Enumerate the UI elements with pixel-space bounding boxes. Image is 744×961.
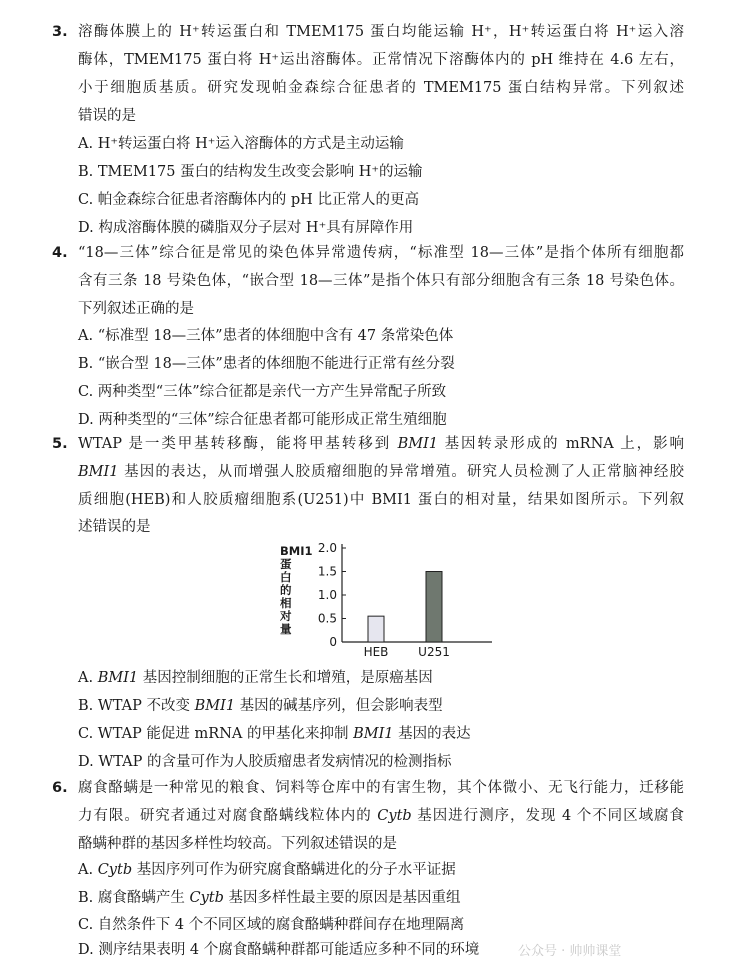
question-text-line: 述错误的是	[78, 519, 151, 535]
option-b: B. “嵌合型 18—三体”患者的体细胞不能进行正常有丝分裂	[78, 356, 455, 372]
y-tick-label: 1.5	[317, 564, 337, 579]
gene-name: Cytb	[377, 808, 412, 824]
gene-name: Cytb	[189, 890, 224, 906]
y-tick-label: 0.5	[317, 611, 337, 626]
option-d: D. WTAP 的含量可作为人胶质瘤患者发病情况的检测指标	[78, 754, 452, 770]
option-d: D. 构成溶酶体膜的磷脂双分子层对 H⁺具有屏障作用	[78, 220, 414, 236]
gene-name: Cytb	[97, 862, 133, 878]
bar-heb	[368, 616, 384, 642]
question-text-line: 错误的是	[78, 108, 136, 124]
y-tick-label: 1.0	[317, 588, 337, 602]
question-text-line: 小于细胞质基质。研究发现帕金森综合征患者的 TMEM175 蛋白结构异常。下列叙述	[78, 80, 684, 96]
option-d: D. 测序结果表明 4 个腐食酪螨种群都可能适应多种不同的环境	[78, 942, 480, 958]
x-tick-label: HEB	[363, 645, 389, 659]
question-text-line: 腐食酪螨是一种常见的粮食、饲料等仓库中的有害生物，其个体微小、无飞行能力，迁移能	[78, 780, 684, 796]
option-a: 基因序列可作为研究腐食酪螨进化的分子水平证据	[132, 862, 456, 878]
option-c: C. 自然条件下 4 个不同区域的腐食酪螨种群间存在地理隔离	[78, 917, 465, 933]
watermark: 公众号 · 帅帅课堂	[518, 944, 622, 959]
question-text-line: 力有限。研究者通过对腐食酪螨线粒体内的 Cytb 基因进行测序，发现 4 个不同区域腐食	[78, 808, 684, 824]
option-c: C. 帕金森综合征患者溶酶体内的 pH 比正常人的更高	[78, 192, 419, 208]
question-text-line: BMI1 基因的表达，从而增强人胶质瘤细胞的异常增殖。研究人员检测了人正常脑神经胶	[78, 464, 684, 480]
y-tick-label: 0	[329, 635, 337, 649]
gene-name: BMI1	[194, 698, 236, 714]
option-a: 基因控制细胞的正常生长和增殖，是原癌基因	[138, 670, 433, 686]
option-d: D. 两种类型的“三体”综合征患者都可能形成正常生殖细胞	[78, 412, 447, 428]
option-c: C. 两种类型“三体”综合征都是亲代一方产生异常配子所致	[78, 384, 447, 400]
question-text-line: 溶酶体膜上的 H⁺转运蛋白和 TMEM175 蛋白均能运输 H⁺，H⁺转运蛋白将 H⁺运入溶	[78, 24, 684, 40]
gene-name: BMI1	[397, 436, 439, 452]
bar-chart	[270, 540, 510, 665]
x-tick-label: U251	[418, 645, 450, 659]
option-a: A. “标准型 18—三体”患者的体细胞中含有 47 条常染色体	[78, 328, 454, 344]
question-text-line: 酶体，TMEM175 蛋白将 H⁺运出溶酶体。正常情况下溶酶体内的 pH 维持在 4.6 左右，	[78, 52, 684, 68]
question-text-line: 下列叙述正确的是	[78, 301, 194, 317]
question-text-line: WTAP 是一类甲基转移酶，能将甲基转移到 BMI1 基因转录形成的 mRNA 上，影响	[78, 436, 685, 452]
question-number: 6.	[52, 780, 68, 796]
y-tick-label: 2.0	[317, 541, 337, 555]
question-text-line: 质细胞(HEB)和人胶质瘤细胞系(U251)中 BMI1 蛋白的相对量，结果如图所示。下列叙	[78, 492, 684, 508]
question-text-line: 酪螨种群的基因多样性均较高。下列叙述错误的是	[78, 836, 397, 852]
question-text-line: “18—三体”综合征是常见的染色体异常遗传病，“标准型 18—三体”是指个体所有细胞都	[78, 245, 684, 261]
question-number: 5.	[52, 436, 68, 452]
chart-y-axis-label: BMI1蛋白的相对量	[280, 544, 313, 636]
option-b: B. TMEM175 蛋白的结构发生改变会影响 H⁺的运输	[78, 164, 423, 180]
question-text-line: 含有三条 18 号染色体，“嵌合型 18—三体”是指个体只有部分细胞含有三条 18 号染色体。	[78, 273, 684, 289]
option-a: A. H⁺转运蛋白将 H⁺运入溶酶体的方式是主动运输	[78, 136, 404, 152]
gene-name: BMI1	[353, 726, 394, 742]
option-b: 基因多样性最主要的原因是基因重组	[223, 890, 461, 906]
option-c: 基因的表达	[393, 726, 471, 742]
gene-name: BMI1	[97, 670, 139, 686]
option-b: 基因的碱基序列，但会影响表型	[235, 698, 443, 714]
question-number: 4.	[52, 245, 68, 261]
gene-name: BMI1	[78, 464, 119, 480]
question-number: 3.	[52, 24, 68, 40]
bar-u251	[426, 572, 442, 643]
